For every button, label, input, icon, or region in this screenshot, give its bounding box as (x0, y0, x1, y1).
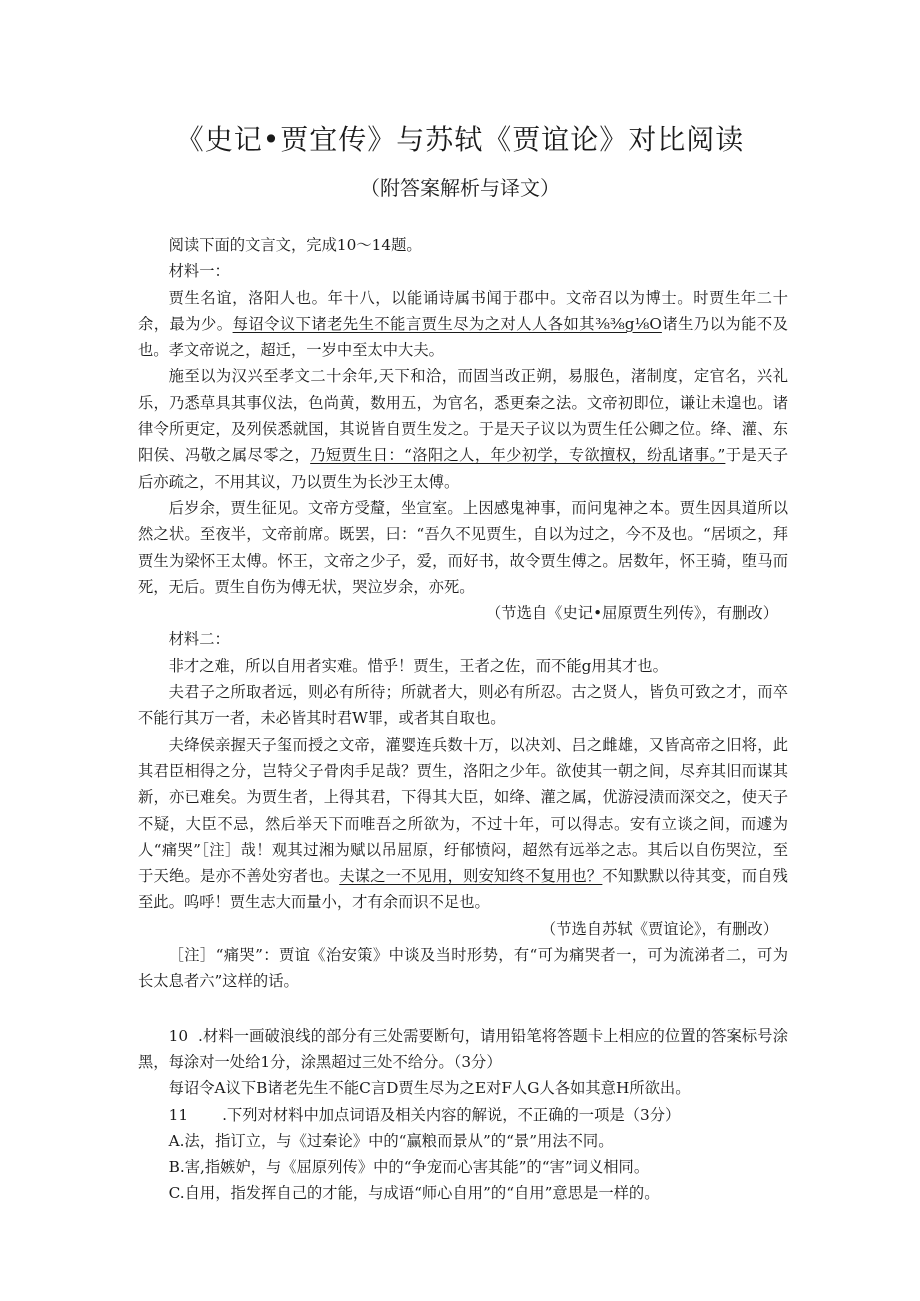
question-11-option-b: B.害,指嫉妒，与《屈原列传》中的“争宠而心害其能”的“害”词义相同。 (168, 1158, 650, 1177)
material-one-paragraph-1 (138, 285, 788, 364)
material-two-heading: 材料二： (168, 630, 230, 649)
question-11-option-c: C.自用，指发挥自己的才能，与成语“师心自用”的“自用”意思是一样的。 (168, 1184, 660, 1203)
text-run: 贾生名谊，洛阳人也。年十八，以能诵诗属书闻于郡中。文帝召以为博士。时贾生年二十余，最为少。 (138, 288, 788, 333)
material-two-source: （节选自苏轼《贾谊论》，有删改） (540, 919, 778, 938)
text-run: 不知默默以待其变，而自残至此。呜呼！贾生志大而量小，才有余而识不足也。 (138, 867, 788, 912)
material-two-paragraph-1: 非才之难，所以自用者实难。惜乎！贾生，王者之佐，而不能g用其才也。 (168, 656, 668, 675)
material-two-paragraph-2: 夫君子之所取者远，则必有所待；所就者大，则必有所忍。古之贤人，皆负可致之才，而卒不能行其万一者，未必皆其时君W罪，或者其自取也。 (138, 683, 788, 728)
text-run: 施至以为汉兴至孝文二十余年,天下和洽，而固当改正朔，易服色，渚制度，定官名，兴礼乐，乃悉草具其事仪法，色尚黄，数用五，为官名，悉更秦之法。文帝初即位，谦让未遑也。诸律令所更定，及列侯悉就国，其说皆自贾生发之。于是天子议以为贾生任公卿之位。绛、灌、东阳侯、冯敬之属尽零之， (138, 367, 788, 465)
intro-instruction: 阅读下面的文言文，完成10～14题。 (168, 236, 422, 254)
wavy-underlined-passage: 每诏令议下诸老先生不能言贾生尽为之对人人各如其⅜⅜g⅛O (232, 314, 662, 333)
spacer (138, 995, 788, 1023)
footnote: ［注］“痛哭”：贾谊《治安策》中谈及当时形势，有“可为痛哭者一，可为流涕者二，可为长太息者六”这样的话。 (138, 946, 788, 991)
question-10-stem: 10 .材料一画破浪线的部分有三处需要断句，请用铅笔将答题卡上相应的位置的答案标号涂黑，每涂对一处给1分，涂黑超过三处不给分。（3分） (138, 1026, 788, 1071)
question-11-option-a: A.法，指订立，与《过秦论》中的“赢粮而景从”的“景”用法不同。 (168, 1131, 614, 1150)
underlined-passage: 乃短贾生日：“洛阳之人，年少初学，专欲擅权，纷乱诸事。” (310, 446, 726, 465)
material-one-source: （节选自《史记•屈原贾生列传》，有删改） (485, 604, 778, 623)
document-title: 《史记•贾宜传》与苏轼《贾谊论》对比阅读 (175, 123, 745, 156)
material-one-paragraph-3: 后岁余，贾生征见。文帝方受釐，坐宣室。上因感鬼神事，而问鬼神之本。贾生因具道所以然之状。至夜半，文帝前席。既罢，曰：“吾久不见贾生，自以为过之，今不及也。“居顷之，拜贾生为梁怀王太傅。怀王，文帝之少子，爱，而好书，故令贾生傅之。居数年，怀王骑，堕马而死，无后。贾生自伤为傅无状，哭泣岁余，亦死。 (138, 498, 788, 596)
material-two-paragraph-3 (138, 732, 788, 916)
underlined-passage: 夫谋之一不见用，则安知终不复用也？ (339, 867, 603, 886)
text-run: 于是天子后亦疏之，不用其议，乃以贾生为长沙王太傅。 (138, 446, 788, 491)
question-11-stem: 11 .下列对材料中加点词语及相关内容的解说，不正确的一项是（3分） (168, 1105, 681, 1124)
document-body (138, 232, 788, 1207)
text-run: 诸生乃以为能不及也。孝文帝说之，超迁，一岁中至太中大夫。 (138, 314, 788, 360)
material-one-paragraph-2 (138, 363, 788, 494)
text-run: 夫绛侯亲握天子玺而授之文帝，灌婴连兵数十万，以决刘、吕之雌雄，又皆高帝之旧将，此其君臣相得之分，岂特父子骨肉手足哉？贾生，洛阳之少年。欲使其一朝之间，尽弃其旧而谋其新，亦已难矣。为贾生者，上得其君，下得其大臣，如绛、灌之属，优游浸渍而深交之，使天子不疑，大臣不忌，然后举天下而唯吾之所欲为，不过十年，可以得志。安有立谈之间，而遽为人“痛哭”［注］哉！观其过湘为赋以吊屈原，纡郁愤闷，超然有远举之志。其后以自伤哭泣，至于天绝。是亦不善处穷者也。 (138, 735, 788, 886)
material-one-heading: 材料一： (168, 262, 230, 281)
document-subtitle: （附答案解析与译文） (360, 176, 560, 200)
question-10-options: 每诏令A议下B诸老先生不能C言D贾生尽为之E对F人G人各如其意H所欲出。 (168, 1079, 691, 1098)
